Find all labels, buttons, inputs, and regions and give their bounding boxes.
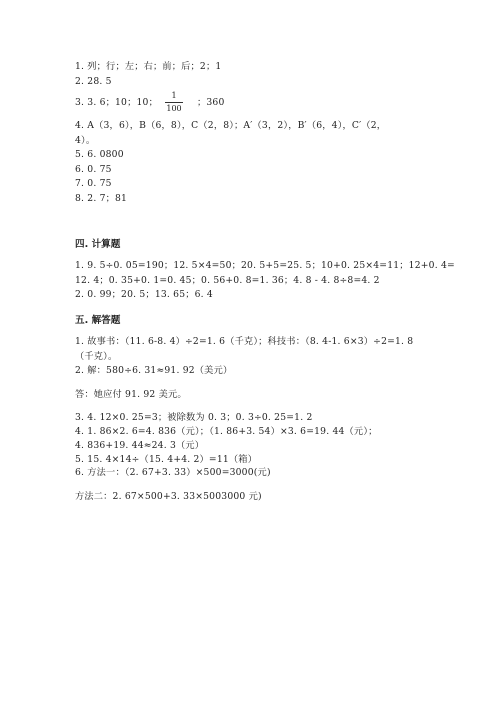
calc-line-1a: 1. 9. 5÷0. 05=190；12. 5×4=50；20. 5+5=25. 5；10+0. 25×4=11；12+0. 4= xyxy=(75,260,455,271)
answer-line-3b: ；360 xyxy=(197,97,225,108)
answer-line-4a: 4. A（3，6），B（6，8），C（2，8）；A′（3，2），B′（6，4），C′（2， xyxy=(75,120,387,131)
solve-line-1b: （千克）。 xyxy=(75,351,118,362)
fraction-denominator: 100 xyxy=(166,104,182,113)
solve-line-2: 2. 解：580÷6. 31≈91. 92（美元） xyxy=(75,365,233,376)
solve-line-5: 5. 15. 4×14÷（15. 4+4. 2）=11（箱） xyxy=(75,454,258,465)
solve-line-6: 6. 方法一：（2. 67+3. 33）×500=3000(元) xyxy=(75,467,271,478)
answer-line-2: 2. 28. 5 xyxy=(75,76,112,87)
fraction-numerator: 1 xyxy=(171,91,177,100)
answer-line-1: 1. 列；行；左；右；前；后；2；1 xyxy=(75,61,222,72)
solve-line-3: 3. 4. 12×0. 25=3；被除数为 0. 3；0. 3÷0. 25=1. 2 xyxy=(75,412,313,423)
solve-line-1a: 1. 故事书：（11. 6-8. 4）÷2=1. 6（千克）；科技书：（8. 4-1. 6×3）÷2=1. 8 xyxy=(75,336,414,347)
calc-line-1b: 12. 4；0. 35+0. 1=0. 45；0. 56+0. 8=1. 36；4. 8 - 4. 8÷8=4. 2 xyxy=(75,275,380,286)
section-5-title: 五. 解答题 xyxy=(75,315,121,326)
calc-line-2: 2. 0. 99；20. 5；13. 65；6. 4 xyxy=(75,289,213,300)
solve-line-4: 4. 1. 86×2. 6=4. 836（元）；（1. 86+3. 54）×3. 6=19. 44（元）； xyxy=(75,426,378,437)
answer-line-6: 6. 0. 75 xyxy=(75,164,112,175)
solve-line-2-answer: 答：她应付 91. 92 美元。 xyxy=(75,389,187,400)
section-4-title: 四. 计算题 xyxy=(75,239,121,250)
answer-line-7: 7. 0. 75 xyxy=(75,178,112,189)
fraction xyxy=(165,91,183,114)
answer-line-8: 8. 2. 7；81 xyxy=(75,193,128,204)
answer-line-5: 5. 6. 0800 xyxy=(75,149,124,160)
fraction-bar xyxy=(165,102,183,103)
solve-line-4b: 4. 836+19. 44≈24. 3（元） xyxy=(75,440,205,451)
solve-line-6b: 方法二：2. 67×500+3. 33×5003000 元) xyxy=(75,491,262,502)
answer-line-3a: 3. 3. 6；10；10； xyxy=(75,97,158,108)
answer-line-4b: 4）。 xyxy=(75,135,96,146)
